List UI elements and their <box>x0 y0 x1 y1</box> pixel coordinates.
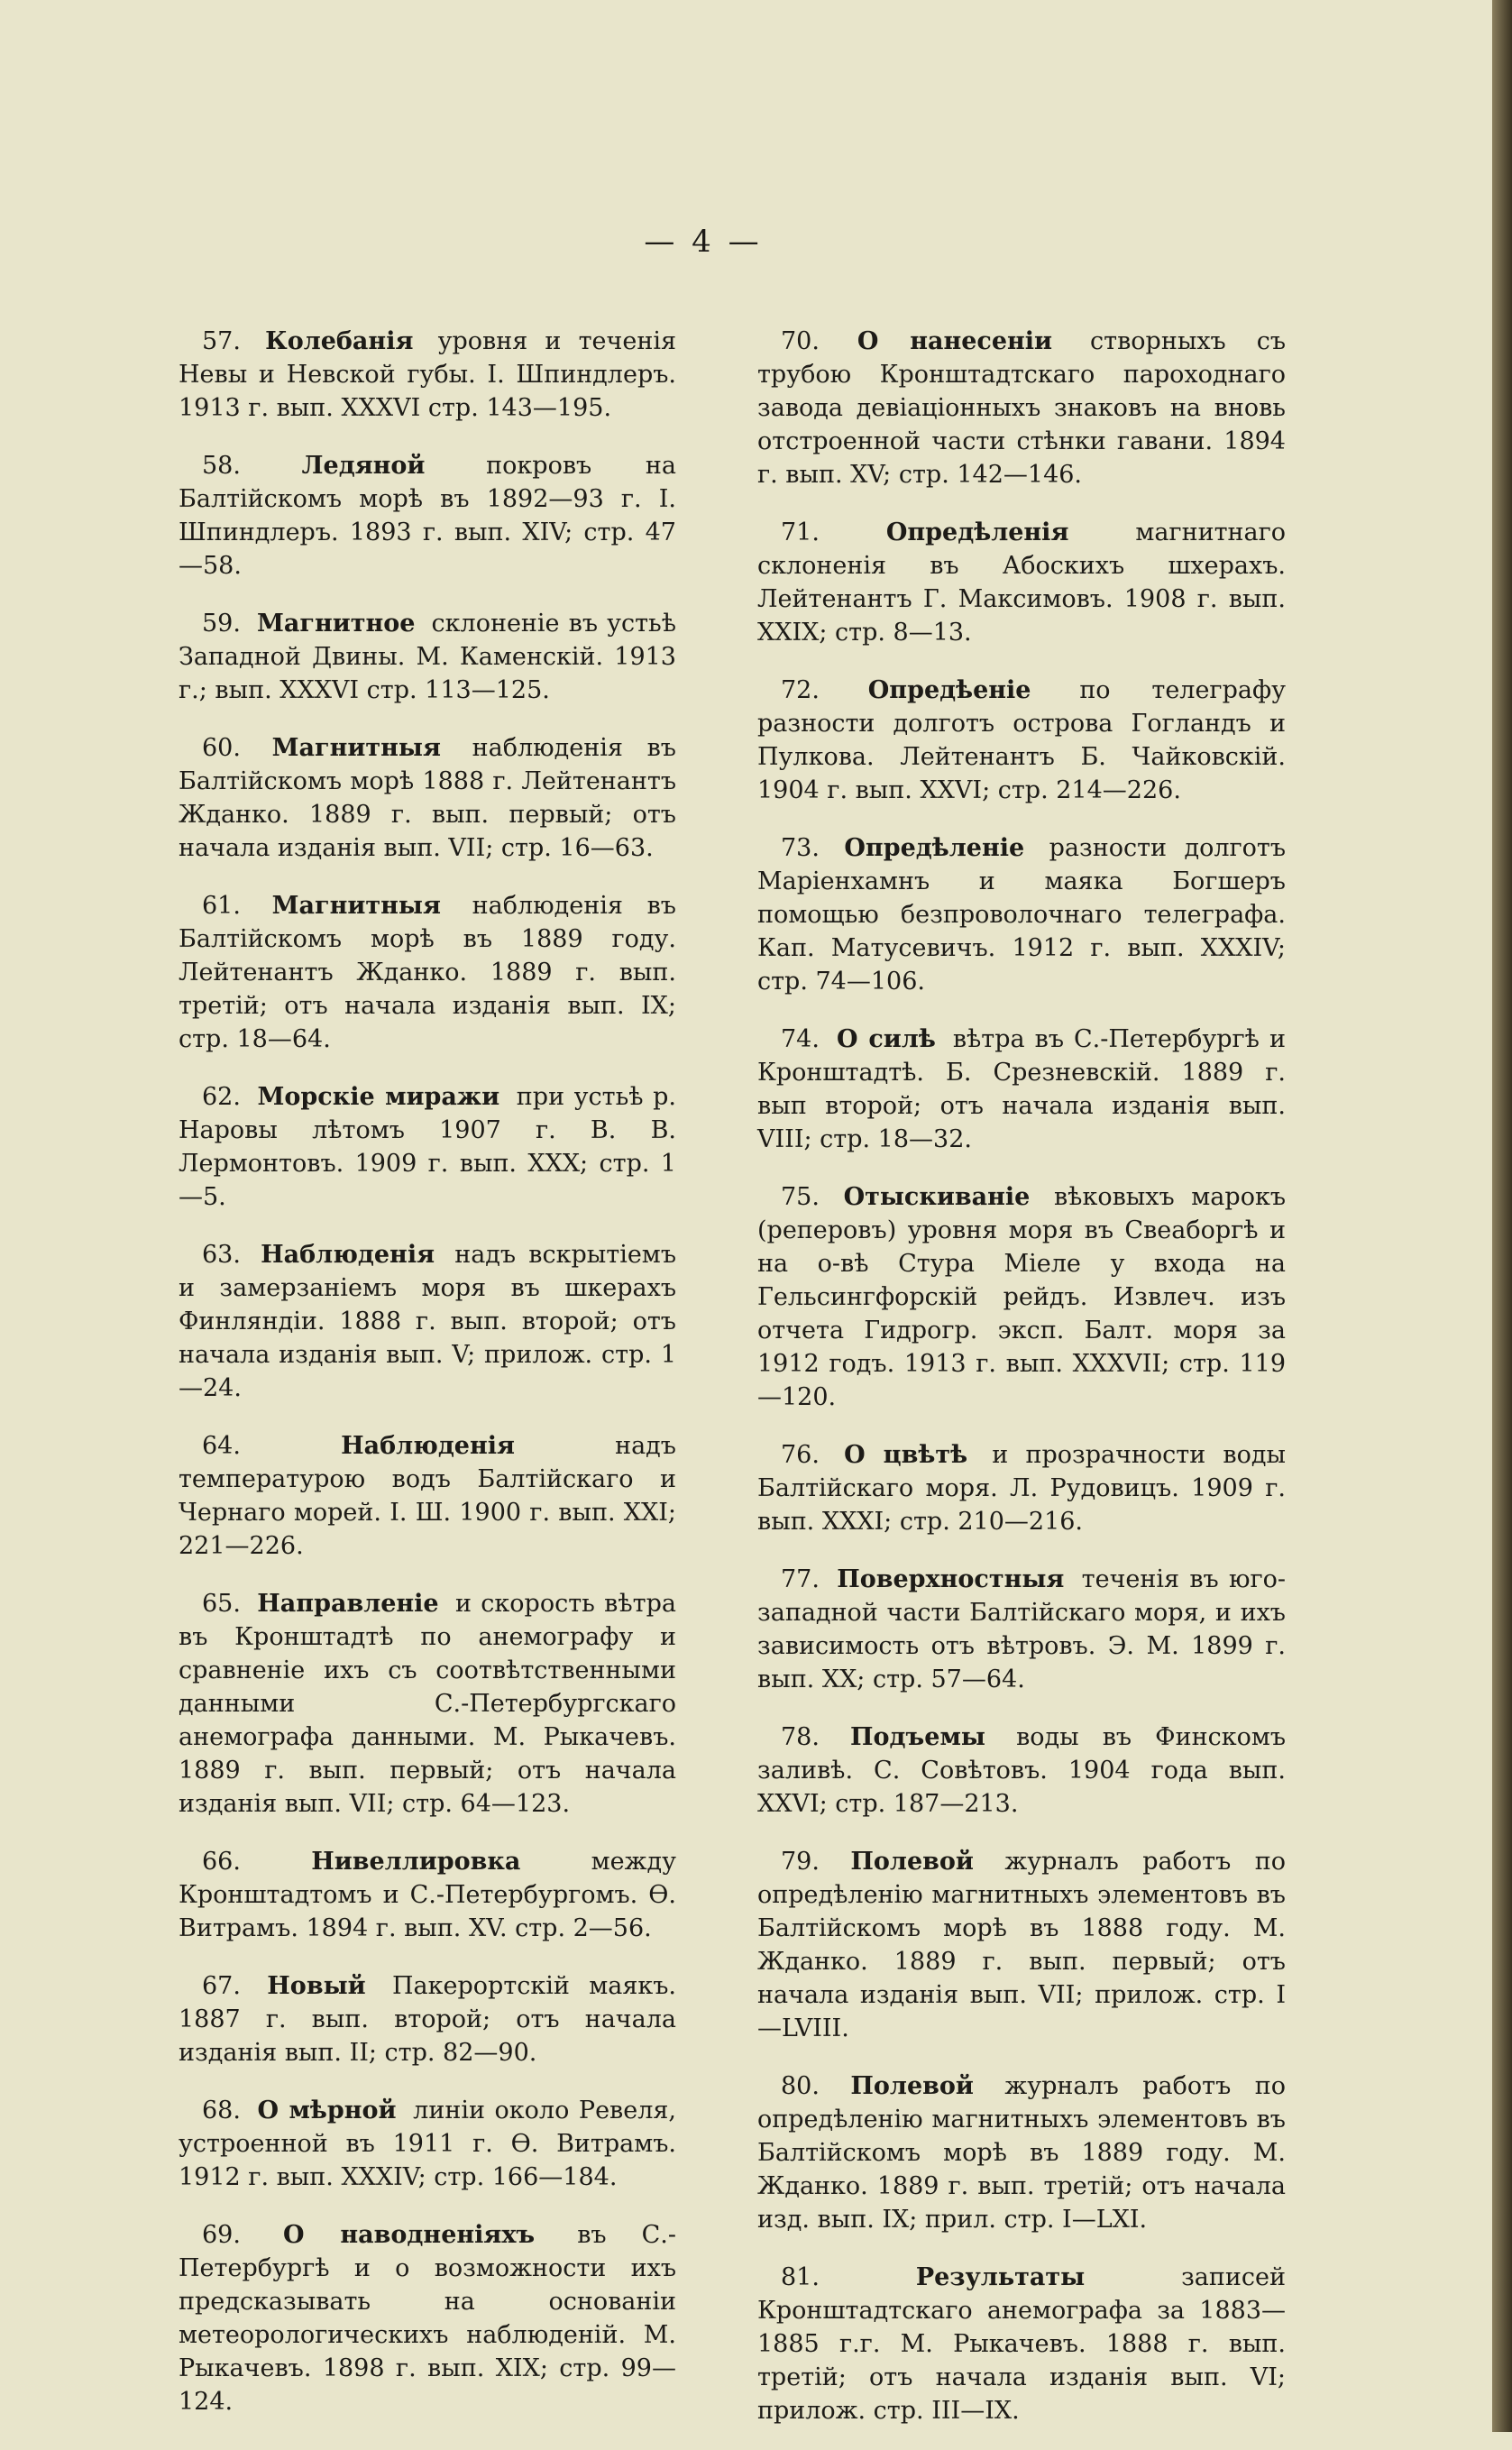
entry-number: 70. <box>781 327 820 355</box>
entry-text: наблюденія въ Балтійскомъ морѣ въ 1889 году. Лейтенантъ Жданко. 1889 г. вып. третій; отъ начала изданія вып. IX; стр. 18—64. <box>179 892 676 1053</box>
right-column <box>757 300 1286 2450</box>
bibliography-entry <box>179 325 676 425</box>
entry-text: уровня и теченія Невы и Невской губы. І. Шпиндлеръ. 1913 г. вып. XXXVI стр. 143—195. <box>179 327 676 422</box>
bibliography-entry <box>179 1238 676 1405</box>
entry-number: 68. <box>202 2097 241 2124</box>
entry-title: Опредѣеніе <box>867 676 1031 704</box>
entry-text: воды въ Финскомъ заливѣ. С. Совѣтовъ. 1904 года вып. XXVI; стр. 187—213. <box>757 1723 1287 1818</box>
entry-number: 62. <box>202 1083 241 1111</box>
entry-text: склоненіе въ устьѣ Западной Двины. М. Каменскій. 1913 г.; вып. XXXVI стр. 113—125. <box>179 610 676 704</box>
entry-number: 79. <box>781 1848 820 1876</box>
entry-number: 75. <box>781 1183 820 1211</box>
bibliography-entry <box>179 1587 676 1821</box>
bibliography-entry <box>757 674 1286 807</box>
bibliography-entry <box>179 1969 676 2069</box>
entry-number: 63. <box>202 1241 241 1269</box>
bibliography-entry <box>179 1429 676 1563</box>
entry-text: вѣковыхъ марокъ (реперовъ) уровня моря въ Свеаборгѣ и на о-вѣ Стура Міеле у входа на Гельсингфорскій рейдъ. Извлеч. изъ отчета Гидрогр. эксп. Балт. моря за 1912 годъ. 1913 г. вып. XXXVII; стр. 119—120. <box>757 1183 1286 1411</box>
entry-text: записей Кронштадтскаго анемографа за 1883—1885 г.г. М. Рыкачевъ. 1888 г. вып. третій; отъ начала изданія вып. VI; прилож. стр. III—IX. <box>757 2263 1286 2425</box>
entry-title: Поверхностныя <box>837 1565 1065 1593</box>
bibliography-entry <box>179 2218 676 2418</box>
entry-title: Наблюденія <box>261 1241 435 1269</box>
page-edge-shadow <box>1492 0 1512 2432</box>
entry-title: Отыскиваніе <box>843 1183 1031 1211</box>
entry-title: Опредѣленія <box>885 518 1069 546</box>
entry-number: 57. <box>202 327 241 355</box>
entry-text: покровъ на Балтійскомъ морѣ въ 1892—93 г. І. Шпиндлеръ. 1893 г. вып. XIV; стр. 47—58. <box>179 452 676 580</box>
entry-title: Опредѣленіе <box>844 834 1025 862</box>
entry-title: Подъемы <box>850 1723 985 1751</box>
bibliography-entry <box>179 889 676 1056</box>
entry-number: 58. <box>202 452 241 480</box>
bibliography-entry <box>757 1023 1286 1156</box>
entry-title: Магнитное <box>257 610 416 638</box>
bibliography-entry <box>757 325 1286 491</box>
entry-title: Результаты <box>915 2263 1086 2291</box>
entry-number: 80. <box>781 2072 820 2100</box>
entry-text: теченія въ юго-западной части Балтійскаго моря, и ихъ зависимость отъ вѣтровъ. Э. М. 1899 г. вып. XX; стр. 57—64. <box>757 1565 1287 1693</box>
entry-text: Пакерортскій маякъ. 1887 г. вып. второй; отъ начала изданія вып. II; стр. 82—90. <box>179 1972 676 2067</box>
bibliography-entry <box>179 607 676 707</box>
entry-number: 65. <box>202 1590 241 1618</box>
bibliography-entry <box>179 1080 676 1214</box>
entry-title: О мѣрной <box>257 2097 397 2124</box>
entry-text: въ С.-Петербургѣ и о возможности ихъ предсказывать на основаніи метеорологическихъ наблюденій. М. Рыкачевъ. 1898 г. вып. XIX; стр. 99—124. <box>179 2221 676 2416</box>
entry-title: Магнитныя <box>271 892 441 920</box>
entry-text: магнитнаго склоненія въ Абоскихъ шхерахъ. Лейтенантъ Г. Максимовъ. 1908 г. вып. XXIX; стр. 8—13. <box>757 518 1286 647</box>
entry-number: 74. <box>781 1025 820 1053</box>
entry-text: и прозрачности воды Балтійскаго моря. Л. Рудовицъ. 1909 г. вып. XXXI; стр. 210—216. <box>757 1441 1286 1536</box>
entry-text: по телеграфу разности долготъ острова Гогландъ и Пулкова. Лейтенантъ Б. Чайковскій. 1904 г. вып. XXVI; стр. 214—226. <box>757 676 1286 804</box>
entry-title: Полевой <box>850 1848 974 1876</box>
entry-title: Полевой <box>850 2072 974 2100</box>
entry-title: Колебанія <box>265 327 414 355</box>
entry-title: Нивеллировка <box>311 1848 521 1876</box>
page-number: — 4 — <box>644 224 763 260</box>
entry-text: створныхъ съ трубою Кронштадтскаго пароходнаго завода девіаціонныхъ знаковъ на вновь отстроенной части стѣнки гавани. 1894 г. вып. XV; стр. 142—146. <box>757 327 1286 489</box>
entry-number: 61. <box>202 892 241 920</box>
left-column <box>179 300 676 2441</box>
entry-title: О нанесеніи <box>857 327 1053 355</box>
bibliography-entry <box>757 1180 1286 1414</box>
entry-text: журналъ работъ по опредѣленію магнитныхъ элементовъ въ Балтійскомъ морѣ въ 1889 году. М. Жданко. 1889 г. вып. третій; отъ начала изд. вып. IX; прил. стр. I—LXI. <box>757 2072 1286 2234</box>
bibliography-entry <box>179 1845 676 1945</box>
entry-number: 64. <box>202 1432 241 1460</box>
entry-number: 78. <box>781 1723 820 1751</box>
bibliography-entry <box>179 2094 676 2194</box>
entry-text: надъ вскрытіемъ и замерзаніемъ моря въ шкерахъ Финляндіи. 1888 г. вып. второй; отъ начала изданія вып. V; прилож. стр. 1—24. <box>179 1241 676 1402</box>
entry-title: Ледяной <box>301 452 426 480</box>
entry-text: наблюденія въ Балтійскомъ морѣ 1888 г. Лейтенантъ Жданко. 1889 г. вып. первый; отъ начала изданія вып. VII; стр. 16—63. <box>179 734 676 862</box>
bibliography-entry <box>757 2261 1286 2427</box>
entry-text: надъ температурою водъ Балтійскаго и Чернаго морей. І. Ш. 1900 г. вып. XXI; 221—226. <box>179 1432 676 1560</box>
entry-title: О цвѣтѣ <box>844 1441 968 1469</box>
entry-text: журналъ работъ по опредѣленію магнитныхъ элементовъ въ Балтійскомъ морѣ въ 1888 году. М. Жданко. 1889 г. вып. первый; отъ начала изданія вып. VII; прилож. стр. I—LVIII. <box>757 1848 1286 2042</box>
entry-number: 73. <box>781 834 820 862</box>
entry-number: 59. <box>202 610 241 638</box>
entry-text: разности долготъ Маріенхамнъ и маяка Богшеръ помощью безпроволочнаго телеграфа. Кап. Матусевичъ. 1912 г. вып. XXXIV; стр. 74—106. <box>757 834 1286 996</box>
bibliography-entry <box>179 449 676 583</box>
entry-title: О силѣ <box>836 1025 936 1053</box>
bibliography-entry <box>757 1563 1286 1696</box>
entry-title: Морскіе миражи <box>257 1083 500 1111</box>
entry-title: Направленіе <box>257 1590 439 1618</box>
bibliography-entry <box>757 1845 1286 2045</box>
entry-number: 67. <box>202 1972 241 2000</box>
entry-text: при устьѣ р. Наровы лѣтомъ 1907 г. В. В. Лермонтовъ. 1909 г. вып. XXX; стр. 1—5. <box>179 1083 676 1211</box>
bibliography-entry <box>757 831 1286 998</box>
entry-number: 71. <box>781 518 820 546</box>
bibliography-entry <box>179 731 676 865</box>
entry-number: 76. <box>781 1441 820 1469</box>
bibliography-entry <box>757 1721 1286 1821</box>
entry-number: 72. <box>781 676 820 704</box>
entry-number: 66. <box>202 1848 241 1876</box>
entry-number: 60. <box>202 734 241 762</box>
entry-title: Новый <box>267 1972 366 2000</box>
entry-title: О наводненіяхъ <box>283 2221 536 2249</box>
entry-title: Наблюденія <box>341 1432 515 1460</box>
bibliography-entry <box>757 516 1286 649</box>
bibliography-entry <box>757 1438 1286 1538</box>
entry-number: 81. <box>781 2263 820 2291</box>
entry-text: и скорость вѣтра въ Кронштадтѣ по анемографу и сравненіе ихъ съ соотвѣтственными данными С.-Петербургскаго анемографа данными. М. Рыкачевъ. 1889 г. вып. первый; отъ начала изданія вып. VII; стр. 64—123. <box>179 1590 676 1818</box>
entry-title: Магнитныя <box>271 734 441 762</box>
entry-number: 77. <box>781 1565 820 1593</box>
entry-number: 69. <box>202 2221 241 2249</box>
bibliography-entry <box>757 2069 1286 2236</box>
entry-text: линіи около Ревеля, устроенной въ 1911 г. Ѳ. Витрамъ. 1912 г. вып. XXXIV; стр. 166—184. <box>179 2097 676 2191</box>
entry-text: между Кронштадтомъ и С.-Петербургомъ. Ѳ. Витрамъ. 1894 г. вып. XV. стр. 2—56. <box>179 1848 676 1942</box>
entry-text: вѣтра въ С.-Петербургѣ и Кронштадтѣ. Б. Срезневскій. 1889 г. вып второй; отъ начала изданія вып. VIII; стр. 18—32. <box>757 1025 1286 1153</box>
